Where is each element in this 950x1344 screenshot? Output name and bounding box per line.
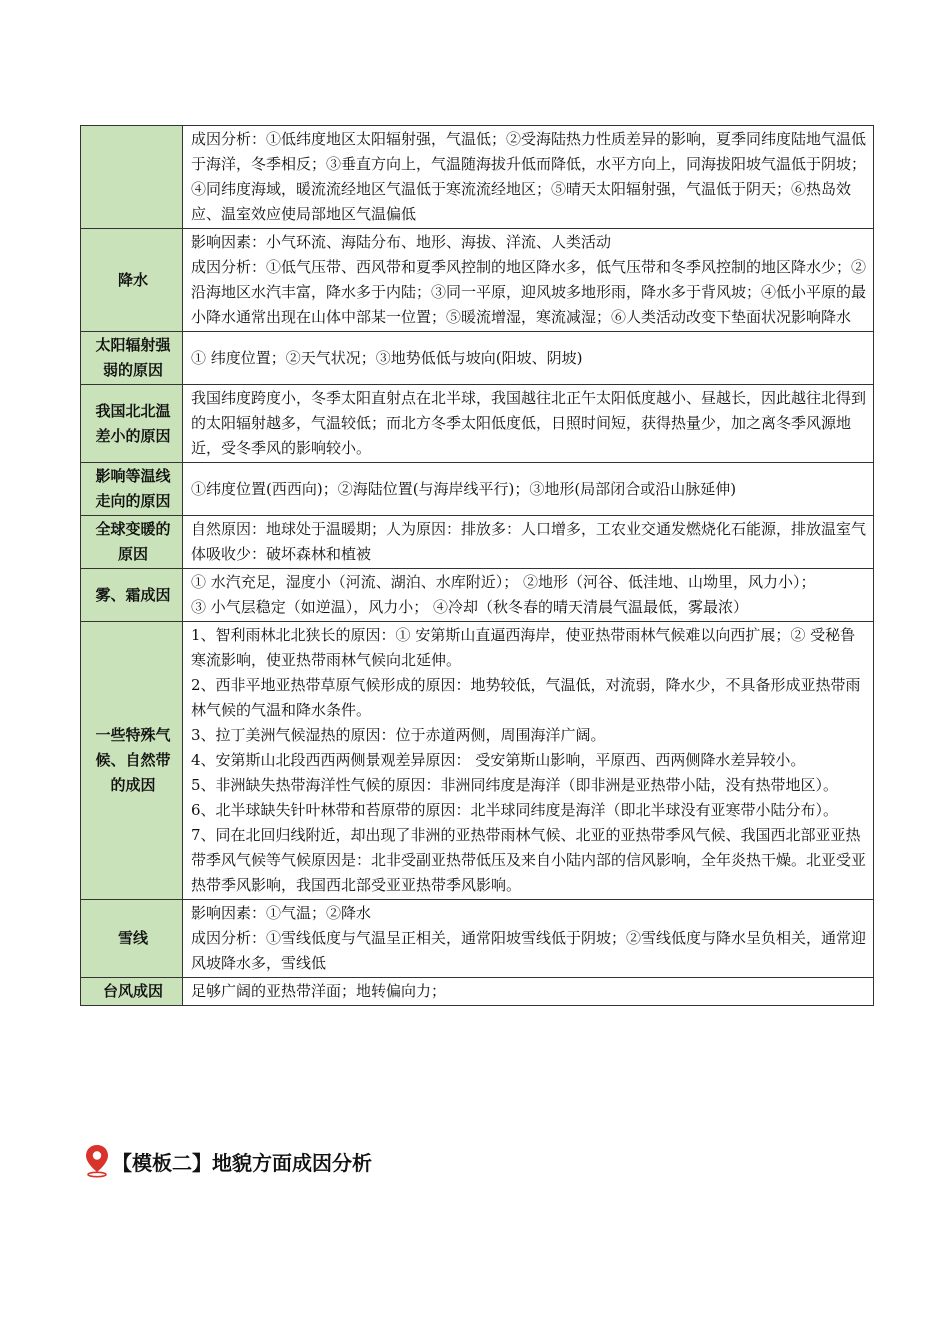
row-content — [183, 385, 874, 463]
row-content — [183, 516, 874, 569]
row-label: 雾、霜成因 — [81, 569, 183, 622]
content-line: 自然原因：地球处于温暖期；人为原因：排放多：人口增多，工农业交通发燃烧化石能源，排放温室气体吸收少：破坏森林和植被 — [191, 520, 867, 563]
content-line: 4、安第斯山北段西西两侧景观差异原因： 受安第斯山影响，平原西、西两侧降水差异较小。 — [191, 751, 806, 769]
row-label: 雪线 — [81, 900, 183, 978]
table-row — [81, 385, 874, 463]
row-label: 台风成因 — [81, 978, 183, 1006]
table-row — [81, 229, 874, 332]
row-label: 我国北北温差小的原因 — [81, 385, 183, 463]
row-content — [183, 569, 874, 622]
row-label: 全球变暖的原因 — [81, 516, 183, 569]
row-content — [183, 622, 874, 900]
section-heading-text: 【模板二】地貌方面成因分析 — [112, 1150, 372, 1175]
content-line: ① 水汽充足，湿度小（河流、湖泊、水库附近）； ②地形（河谷、低洼地、山坳里，风力小）； — [191, 573, 816, 591]
content-line: 我国纬度跨度小，冬季太阳直射点在北半球，我国越往北正午太阳低度越小、昼越长，因此越往北得到的太阳辐射越多，气温较低；而北方冬季太阳低度低，日照时间短，获得热量少，加之离冬季风源地近，受冬季风的影响较小。 — [191, 389, 867, 457]
table-row — [81, 978, 874, 1006]
content-line: 影响因素：①气温；②降水 — [191, 904, 372, 922]
content-line: 6、北半球缺失针叶林带和苔原带的原因：北半球同纬度是海洋（即北半球没有亚寒带小陆分布）。 — [191, 801, 839, 819]
table-row — [81, 332, 874, 385]
content-line: 成因分析：①低气压带、西风带和夏季风控制的地区降水多，低气压带和冬季风控制的地区降水少；②沿海地区水汽丰富，降水多于内陆；③同一平原，迎风坡多地形雨，降水多于背风坡；④低小平原的最小降水通常出现在山体中部某一位置；⑤暖流增湿，寒流减湿；⑥人类活动改变下垫面状况影响降水 — [191, 258, 867, 326]
content-line: 影响因素：小气环流、海陆分布、地形、海拔、洋流、人类活动 — [191, 233, 612, 251]
row-content — [183, 463, 874, 516]
content-line: ① 纬度位置；②天气状况；③地势低低与坡向(阳坡、阴坡) — [191, 348, 583, 367]
row-label: 影响等温线走向的原因 — [81, 463, 183, 516]
row-content — [183, 900, 874, 978]
row-label — [81, 126, 183, 229]
content-line: 7、同在北回归线附近，却出现了非洲的亚热带雨林气候、北亚的亚热带季风气候、我国西北部亚亚热带季风气候等气候原因是：北非受副亚热带低压及来自小陆内部的信风影响，全年炎热干燥。北亚受亚热带季风影响，我国西北部受亚亚热带季风影响。 — [191, 826, 867, 894]
section-heading — [84, 1143, 372, 1179]
content-line: 2、西非平地亚热带草原气候形成的原因：地势较低，气温低，对流弱，降水少，不具备形成亚热带雨林气候的气温和降水条件。 — [191, 676, 861, 719]
row-content — [183, 332, 874, 385]
row-content — [183, 126, 874, 229]
table-row — [81, 569, 874, 622]
table-row — [81, 516, 874, 569]
table-row — [81, 900, 874, 978]
content-line: 1、智利雨林北北狭长的原因：① 安第斯山直逼西海岸，使亚热带雨林气候难以向西扩展；② 受秘鲁寒流影响，使亚热带雨林气候向北延伸。 — [191, 626, 856, 669]
cause-analysis-table — [80, 125, 874, 1006]
row-label: 一些特殊气候、自然带的成因 — [81, 622, 183, 900]
table-row — [81, 622, 874, 900]
table-row — [81, 463, 874, 516]
row-content — [183, 978, 874, 1006]
content-line: 5、非洲缺失热带海洋性气候的原因：非洲同纬度是海洋（即非洲是亚热带小陆，没有热带地区）。 — [191, 776, 839, 794]
content-line: 足够广阔的亚热带洋面；地转偏向力； — [191, 982, 447, 1000]
table-row — [81, 126, 874, 229]
location-pin-icon — [84, 1144, 110, 1178]
content-line: ③ 小气层稳定（如逆温），风力小； ④冷却（秋冬春的晴天清晨气温最低，雾最浓） — [191, 598, 749, 616]
row-label: 降水 — [81, 229, 183, 332]
row-label: 太阳辐射强弱的原因 — [81, 332, 183, 385]
row-content — [183, 229, 874, 332]
content-line: ①纬度位置(西西向)；②海陆位置(与海岸线平行)；③地形(局部闭合或沿山脉延伸) — [191, 479, 737, 498]
content-line: 成因分析：①雪线低度与气温呈正相关，通常阳坡雪线低于阴坡；②雪线低度与降水呈负相关，通常迎风坡降水多，雪线低 — [191, 929, 867, 972]
content-line: 成因分析：①低纬度地区太阳辐射强，气温低；②受海陆热力性质差异的影响，夏季同纬度陆地气温低于海洋，冬季相反；③垂直方向上，气温随海拔升低而降低，水平方向上，同海拔阳坡气温低于阴坡；④同纬度海域，暖流流经地区气温低于寒流流经地区；⑤晴天太阳辐射强，气温低于阴天；⑥热岛效应、温室效应使局部地区气温偏低 — [191, 130, 867, 223]
content-line: 3、拉丁美洲气候湿热的原因：位于赤道两侧，周围海洋广阔。 — [191, 726, 606, 744]
